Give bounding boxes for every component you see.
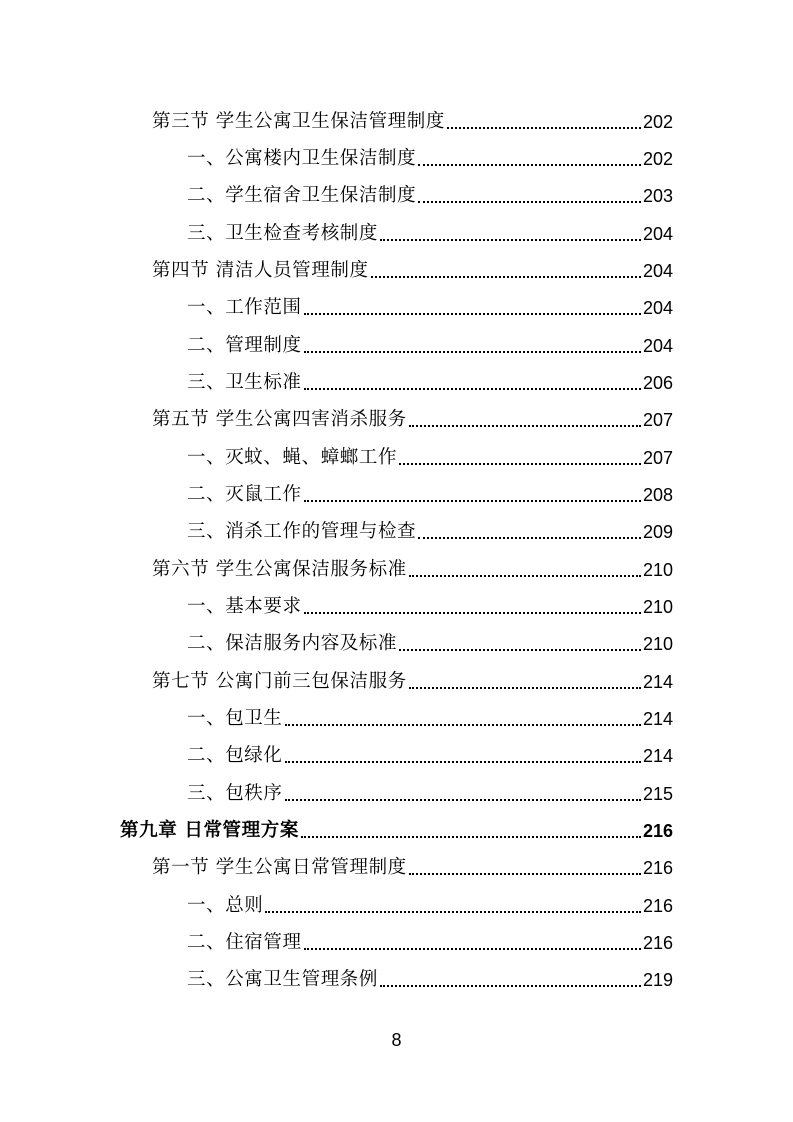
toc-entry-page: 204 — [642, 224, 673, 244]
dot-leader — [447, 127, 641, 129]
dot-leader — [418, 164, 641, 166]
toc-entry[interactable] — [187, 365, 673, 395]
dot-leader — [265, 911, 641, 913]
toc-entry-page: 216 — [642, 858, 673, 878]
toc-entry-title: 一、公寓楼内卫生保洁制度 — [187, 148, 417, 169]
toc-entry[interactable] — [187, 701, 673, 731]
toc-entry[interactable] — [152, 552, 673, 582]
dot-leader — [304, 388, 641, 390]
toc-entry-page: 210 — [642, 634, 673, 654]
dot-leader — [304, 612, 641, 614]
toc-entry-title: 第七节 公寓门前三包保洁服务 — [152, 671, 407, 692]
toc-entry[interactable] — [187, 328, 673, 358]
toc-entry-title: 第四节 清洁人员管理制度 — [152, 260, 369, 281]
toc-entry-page: 204 — [642, 336, 673, 356]
dot-leader — [285, 799, 641, 801]
toc-entry-title: 二、学生宿舍卫生保洁制度 — [187, 185, 417, 206]
dot-leader — [371, 276, 641, 278]
toc-entry[interactable] — [187, 141, 673, 171]
toc-entry-title: 第三节 学生公寓卫生保洁管理制度 — [152, 111, 445, 132]
dot-leader — [418, 537, 641, 539]
toc-entry-title: 三、卫生检查考核制度 — [187, 223, 379, 244]
toc-entry-title: 一、总则 — [187, 895, 264, 916]
dot-leader — [304, 500, 641, 502]
dot-leader — [418, 201, 641, 203]
toc-entry-page: 216 — [642, 933, 673, 953]
dot-leader — [409, 873, 641, 875]
toc-entry[interactable] — [187, 888, 673, 918]
toc-entry-page: 214 — [642, 709, 673, 729]
toc-entry-page: 202 — [642, 149, 673, 169]
dot-leader — [409, 425, 641, 427]
toc-entry-title: 三、卫生标准 — [187, 372, 302, 393]
toc-entry[interactable] — [187, 290, 673, 320]
dot-leader — [301, 836, 641, 838]
toc-entry-title: 三、公寓卫生管理条例 — [187, 969, 379, 990]
dot-leader — [304, 948, 641, 950]
toc-entry[interactable] — [187, 514, 673, 544]
toc-entry-title: 二、灭鼠工作 — [187, 484, 302, 505]
toc-entry-page: 209 — [642, 522, 673, 542]
toc-entry-title: 二、住宿管理 — [187, 932, 302, 953]
dot-leader — [304, 351, 641, 353]
dot-leader — [380, 985, 641, 987]
toc-entry-page: 204 — [642, 261, 673, 281]
toc-entry-title: 一、灭蚊、蝇、蟑螂工作 — [187, 447, 398, 468]
toc-entry-page: 215 — [642, 784, 673, 804]
toc-entry[interactable] — [187, 589, 673, 619]
toc-entry[interactable] — [152, 850, 673, 880]
toc-entry[interactable] — [187, 962, 673, 992]
toc-entry[interactable] — [187, 178, 673, 208]
toc-entry-page: 210 — [642, 560, 673, 580]
toc-entry-title: 二、管理制度 — [187, 335, 302, 356]
toc-entry-page: 214 — [642, 672, 673, 692]
toc-entry-title: 三、消杀工作的管理与检查 — [187, 521, 417, 542]
toc-entry-title: 第九章 日常管理方案 — [120, 820, 299, 841]
toc-entry[interactable] — [187, 738, 673, 768]
toc-entry-page: 203 — [642, 186, 673, 206]
toc-entry-page: 210 — [642, 597, 673, 617]
toc-entry-page: 207 — [642, 410, 673, 430]
toc-entry-title: 一、工作范围 — [187, 297, 302, 318]
toc-entry-page: 207 — [642, 448, 673, 468]
toc-entry[interactable] — [187, 216, 673, 246]
toc-entry-title: 第一节 学生公寓日常管理制度 — [152, 857, 407, 878]
toc-entry-page: 216 — [642, 896, 673, 916]
dot-leader — [304, 313, 641, 315]
toc-entry[interactable] — [187, 440, 673, 470]
toc-entry-title: 二、包绿化 — [187, 745, 283, 766]
dot-leader — [285, 761, 641, 763]
toc-entry-page: 206 — [642, 373, 673, 393]
toc-entry-title: 一、包卫生 — [187, 708, 283, 729]
toc-entry[interactable] — [187, 477, 673, 507]
toc-entry[interactable] — [152, 402, 673, 432]
toc-entry[interactable] — [187, 626, 673, 656]
dot-leader — [409, 575, 641, 577]
dot-leader — [285, 724, 641, 726]
toc-entry[interactable] — [152, 664, 673, 694]
dot-leader — [399, 649, 641, 651]
dot-leader — [380, 239, 641, 241]
toc-entry[interactable] — [152, 104, 673, 134]
toc-chapter-entry[interactable] — [120, 813, 673, 843]
toc-entry-page: 202 — [642, 112, 673, 132]
toc-entry[interactable] — [187, 925, 673, 955]
toc-entry-page: 208 — [642, 485, 673, 505]
toc-entry[interactable] — [152, 253, 673, 283]
toc-entry-title: 二、保洁服务内容及标准 — [187, 633, 398, 654]
toc-entry-page: 214 — [642, 746, 673, 766]
dot-leader — [399, 463, 641, 465]
toc-entry-page: 219 — [642, 970, 673, 990]
toc-entry-title: 第六节 学生公寓保洁服务标准 — [152, 559, 407, 580]
toc-entry-title: 一、基本要求 — [187, 596, 302, 617]
dot-leader — [409, 687, 641, 689]
page-number: 8 — [391, 1030, 402, 1050]
toc-entry-page: 216 — [642, 821, 673, 841]
toc-entry-title: 三、包秩序 — [187, 783, 283, 804]
toc-entry-page: 204 — [642, 298, 673, 318]
toc-entry[interactable] — [187, 776, 673, 806]
toc-entry-title: 第五节 学生公寓四害消杀服务 — [152, 409, 407, 430]
